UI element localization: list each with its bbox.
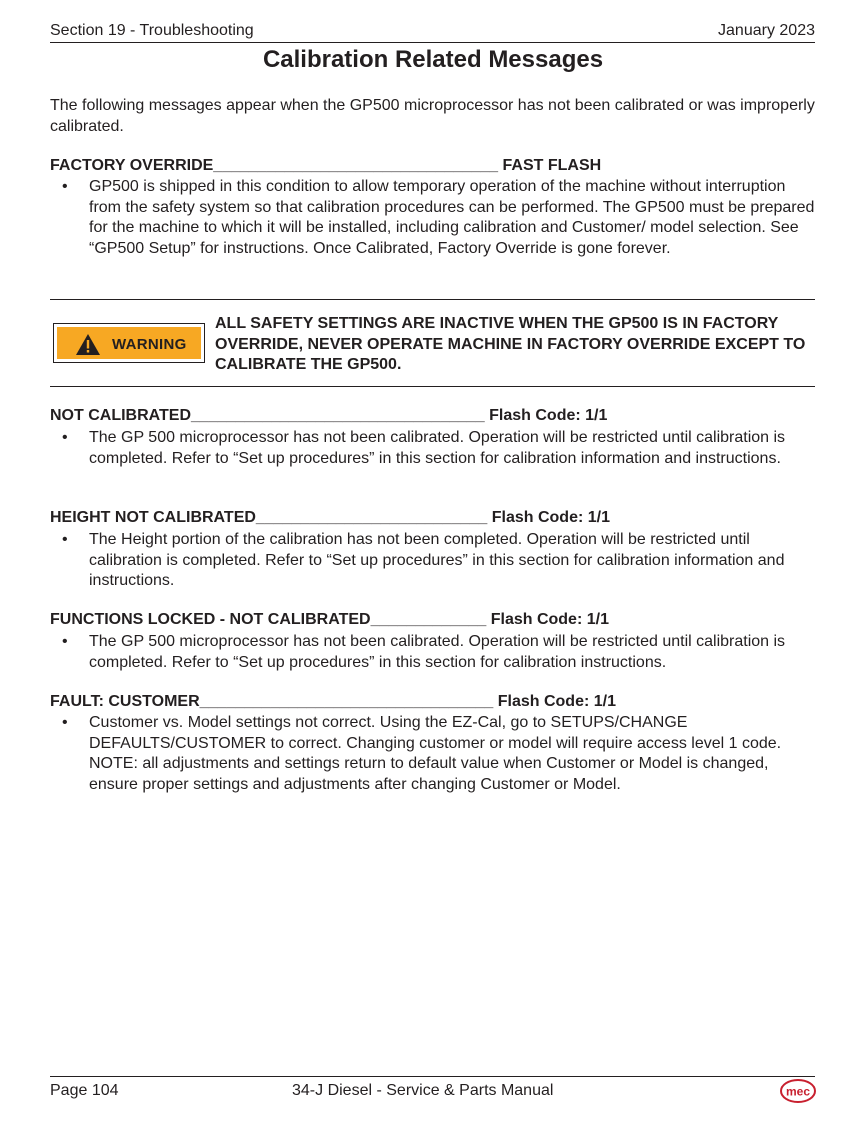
footer-page-number: Page 104 xyxy=(50,1082,119,1099)
not-calibrated-heading xyxy=(50,407,607,425)
bullet-dot: • xyxy=(62,429,68,446)
warning-message: ALL SAFETY SETTINGS ARE INACTIVE WHEN THE GP500 IS IN FACTORY OVERRIDE, NEVER OPERATE MACHINE IN FACTORY OVERRIDE EXCEPT TO CALIBRATE THE GP500. xyxy=(215,315,806,374)
factory-override-code: FAST FLASH xyxy=(502,157,602,174)
warning-badge-fill xyxy=(57,327,201,359)
page-title: Calibration Related Messages xyxy=(262,46,604,73)
warning-badge xyxy=(53,323,205,363)
bullet-dot: • xyxy=(62,714,68,731)
warning-triangle-icon xyxy=(76,334,100,355)
factory-override-text: GP500 is shipped in this condition to allow temporary operation of the machine without interruption from the safety system so that calibration procedures can be performed. The GP500 must be prepared for the machine to which it will be installed, including calibration and Customer/ model selection. See “GP500 Setup” for instructions. Once Calibrated, Factory Override is gone forever. xyxy=(89,178,815,257)
bullet-dot: • xyxy=(62,633,68,650)
not-calibrated-underline: _________________________________ xyxy=(191,407,485,424)
header-date: January 2023 xyxy=(718,22,815,39)
page-footer xyxy=(50,1076,815,1107)
not-calibrated-text: The GP 500 microprocessor has not been calibrated. Operation will be restricted until calibration is completed. Refer to “Set up procedures” in this section for calibration information and instructions. xyxy=(89,429,786,467)
warning-label: WARNING xyxy=(112,336,187,353)
fault-customer-heading xyxy=(50,693,616,711)
page-header xyxy=(50,22,815,43)
functions-locked-code: Flash Code: 1/1 xyxy=(490,611,609,628)
factory-override-heading xyxy=(50,157,601,175)
not-calibrated-code: Flash Code: 1/1 xyxy=(489,407,608,424)
fault-customer-title: FAULT: CUSTOMER xyxy=(50,693,200,710)
functions-locked-underline: _____________ xyxy=(370,611,487,628)
header-section: Section 19 - Troubleshooting xyxy=(50,22,254,39)
mec-logo-text: mec xyxy=(785,1084,811,1099)
fault-customer-underline: _________________________________ xyxy=(199,693,494,710)
bullet-dot: • xyxy=(62,531,68,548)
factory-override-title: FACTORY OVERRIDE xyxy=(50,157,214,174)
divider-top xyxy=(50,299,815,300)
fault-customer-text: Customer vs. Model settings not correct. Using the EZ-Cal, go to SETUPS/CHANGE DEFAULTS/CUSTOMER to correct. Changing customer or model will require access level 1 code. NOTE: all adjustments and settings return to default value when Customer or Model is changed, ensure proper settings and adjustments after changing Customer or Model. xyxy=(89,714,782,793)
height-not-calibrated-code: Flash Code: 1/1 xyxy=(491,509,610,526)
bullet-dot: • xyxy=(62,178,68,195)
factory-override-underline: ________________________________ xyxy=(213,157,499,174)
height-not-calibrated-heading xyxy=(50,509,610,527)
height-not-calibrated-title: HEIGHT NOT CALIBRATED xyxy=(50,509,256,526)
functions-locked-text: The GP 500 microprocessor has not been calibrated. Operation will be restricted until calibration is completed. Refer to “Set up procedures” in this section for calibration instructions. xyxy=(89,633,786,671)
height-not-calibrated-underline: __________________________ xyxy=(255,509,488,526)
mec-logo-icon xyxy=(780,1079,816,1103)
not-calibrated-title: NOT CALIBRATED xyxy=(50,407,192,424)
footer-manual-title: 34-J Diesel - Service & Parts Manual xyxy=(292,1082,554,1099)
divider-bottom xyxy=(50,386,815,387)
height-not-calibrated-text: The Height portion of the calibration has not been completed. Operation will be restricted until calibration is completed. Refer to “Set up procedures” in this section for calibration information and instructions. xyxy=(89,531,785,590)
functions-locked-heading xyxy=(50,611,609,629)
fault-customer-code: Flash Code: 1/1 xyxy=(497,693,616,710)
intro-paragraph: The following messages appear when the GP500 microprocessor has not been calibrated or was improperly calibrated. xyxy=(50,97,815,135)
functions-locked-title: FUNCTIONS LOCKED - NOT CALIBRATED xyxy=(50,611,371,628)
